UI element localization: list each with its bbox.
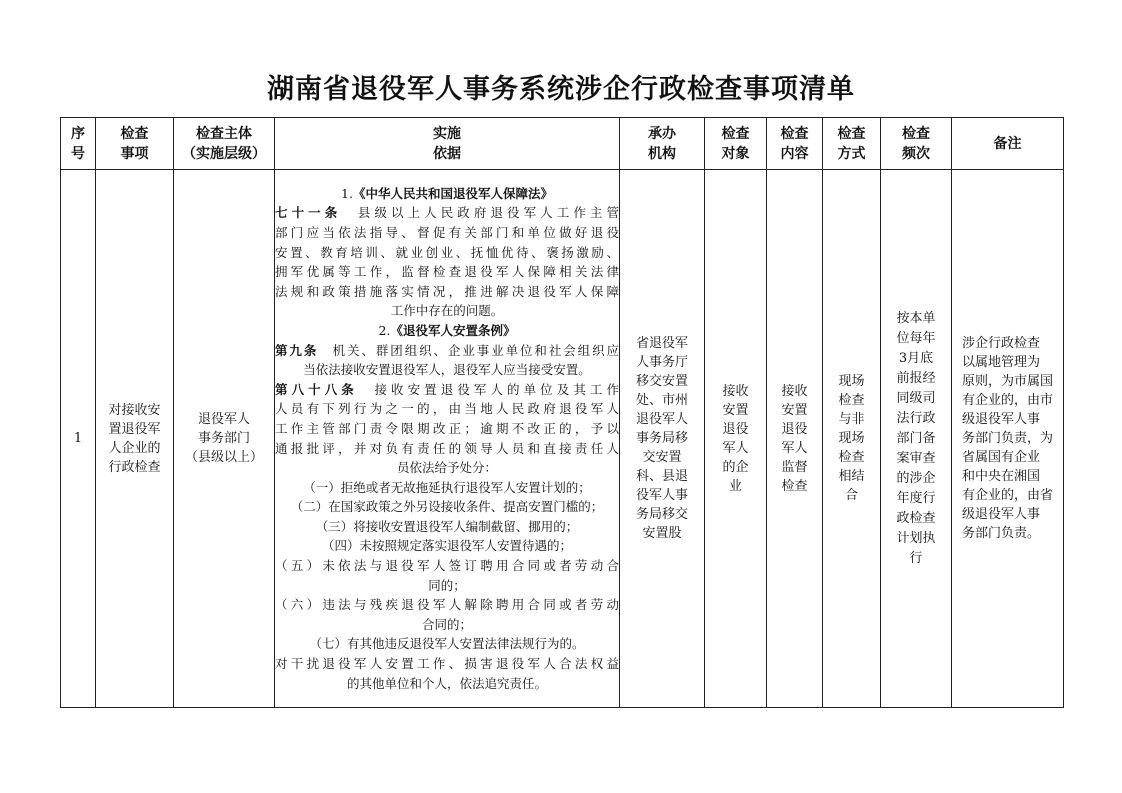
basis-line (275, 497, 619, 517)
basis-line (275, 360, 619, 380)
basis-line-text: （三）将接收安置退役军人编制截留、挪用的； (315, 518, 579, 534)
cell-target (705, 170, 767, 708)
org-text: 省退役军 人事务厅 移交安置 处、市州 退役军人 事务局移 交安置 科、县退 役军人事 务局移交 安置股 (635, 336, 688, 541)
cell-org (620, 170, 705, 708)
basis-line (275, 341, 619, 361)
basis-line (275, 380, 619, 400)
basis-line-text: 人员有下列行为之一的，由当地人民政府退役军人 (275, 401, 619, 417)
basis-line-heading: 《中华人民共和国退役军人保障法》 (352, 185, 553, 201)
header-method: 检查 方式 (823, 118, 881, 170)
inspection-list-table (60, 117, 1064, 708)
basis-line-text: 工作主管部门责令限期改正；逾期不改正的，予以 (275, 420, 619, 436)
basis-line (275, 634, 619, 654)
basis-line (275, 419, 619, 439)
basis-line-heading: 第八十八条 (275, 381, 358, 397)
basis-line (275, 595, 619, 615)
basis-line-text: 的其他单位和个人，依法追究责任。 (346, 675, 547, 691)
basis-line (275, 478, 619, 498)
basis-line (275, 262, 619, 282)
document-title: 湖南省退役军人事务系统涉企行政检查事项清单 (267, 74, 855, 105)
cell-freq (881, 170, 952, 708)
subject-text: 退役军人 事务部门 （县级以上） (184, 412, 263, 465)
basis-line (275, 615, 619, 635)
basis-line-number: 1. (341, 185, 353, 201)
basis-line (275, 223, 619, 243)
cell-content (767, 170, 823, 708)
basis-line-text: 当依法接收安置退役军人，退役军人应当接受安置。 (303, 362, 591, 378)
basis-line-text: 同的； (428, 577, 466, 593)
remarks-text: 涉企行政检查 以属地管理为 原则，为市属国 有企业的，由市 级退役军人事 务部门负责，为 省属国有企业 和中央在湘国 有企业的，由省 级退役军人事 务部门负责。 (961, 336, 1053, 541)
cell-subject (174, 170, 275, 708)
header-basis: 实施 依据 (275, 118, 620, 170)
basis-line-text: （七）有其他违反退役军人安置法律法规行为的。 (309, 636, 585, 652)
header-remarks: 备注 (952, 118, 1064, 170)
basis-line-text: 员依法给予处分： (396, 460, 497, 476)
basis-line (275, 536, 619, 556)
basis-line-text: 机关、群团组织、企业事业单位和社会组织应 (318, 342, 619, 358)
basis-line-text: 通报批评，并对负有责任的领导人员和直接责任人 (275, 440, 619, 456)
basis-line-number: 2. (378, 322, 391, 338)
basis-line (275, 458, 619, 478)
basis-line (275, 576, 619, 596)
table-row (61, 170, 1064, 708)
basis-line-text: 接收安置退役军人的单位及其工作 (357, 381, 619, 397)
cell-basis (275, 170, 620, 708)
cell-seq (61, 170, 96, 708)
method-text: 现场 检查 与非 现场 检查 相结 合 (838, 374, 865, 503)
basis-line-text: （二）在国家政策之外另设接收条件、提高安置门槛的； (290, 499, 604, 515)
basis-line-heading: 《退役军人安置条例》 (390, 322, 516, 338)
basis-line (275, 439, 619, 459)
basis-line-text: （五）未依法与退役军人签订聘用合同或者劳动合 (275, 558, 619, 574)
row-number: 1 (73, 431, 83, 446)
basis-line-text: 拥军优属等工作，监督检查退役军人保障相关法律 (275, 264, 619, 280)
basis-line (275, 243, 619, 263)
basis-line (275, 399, 619, 419)
basis-line-text: （四）未按照规定落实退役军人安置待遇的； (321, 538, 572, 554)
basis-line (275, 301, 619, 321)
basis-line-text: （六）违法与残疾退役军人解除聘用合同或者劳动 (275, 597, 619, 613)
basis-text (275, 184, 619, 693)
basis-line (275, 184, 619, 204)
freq-text: 按本单 位每年 3月底 前报经 同级司 法行政 部门备 案审查 的涉企 年度行 政检查 计划执 行 (896, 310, 936, 566)
item-text: 对接收安 置退役军 人企业的 行政检查 (108, 402, 161, 475)
header-content: 检查 内容 (767, 118, 823, 170)
basis-line (275, 203, 619, 223)
basis-line (275, 556, 619, 576)
header-org: 承办 机构 (620, 118, 705, 170)
basis-line (275, 517, 619, 537)
basis-line-heading: 第九条 (275, 342, 319, 358)
header-freq: 检查 频次 (881, 118, 952, 170)
cell-item (96, 170, 174, 708)
basis-line-text: 合同的； (421, 616, 472, 632)
header-seq: 序 号 (61, 118, 96, 170)
basis-line-text: 法规和政策措施落实情况，推进解决退役军人保障 (275, 283, 619, 299)
header-row (61, 118, 1064, 170)
basis-line (275, 282, 619, 302)
basis-line-text: （一）拒绝或者无故拖延执行退役军人安置计划的； (303, 479, 591, 495)
content-text: 接收 安置 退役 军人 监督 检查 (781, 383, 808, 494)
basis-line-heading: 七十一条 (275, 205, 342, 221)
basis-line-text: 安置、教育培训、就业创业、抚恤优待、褒扬激励、 (275, 244, 619, 260)
basis-line (275, 321, 619, 341)
cell-remarks (952, 170, 1064, 708)
basis-line-text: 县级以上人民政府退役军人工作主管 (341, 205, 619, 221)
cell-method (823, 170, 881, 708)
basis-line-text: 对干扰退役军人安置工作、损害退役军人合法权益 (275, 656, 619, 672)
basis-line (275, 674, 619, 694)
basis-line (275, 654, 619, 674)
header-item: 检查 事项 (96, 118, 174, 170)
header-subject: 检查主体 （实施层级） (174, 118, 275, 170)
basis-line-text: 工作中存在的问题。 (390, 303, 504, 319)
header-target: 检查 对象 (705, 118, 767, 170)
basis-line-text: 部门应当依法指导、督促有关部门和单位做好退役 (275, 224, 619, 240)
target-text: 接收 安置 退役 军人 的企 业 (722, 383, 749, 494)
